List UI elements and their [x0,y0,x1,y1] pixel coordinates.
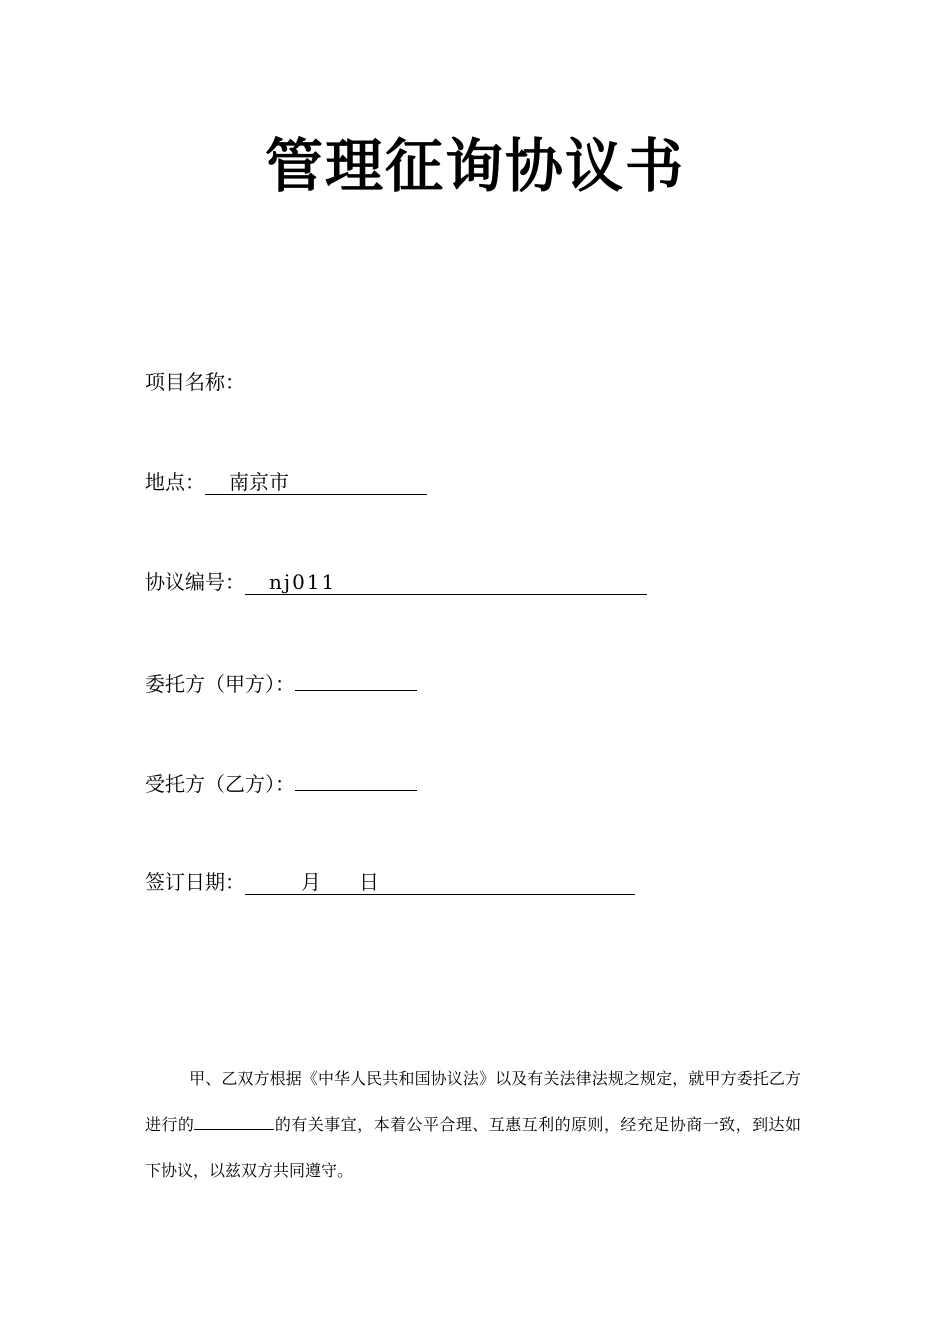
contractor-label: 受托方（乙方）： [145,772,295,796]
document-title: 管理征询协议书 [264,132,685,200]
signing-date-field [145,868,635,896]
signing-date-label: 签订日期： [145,870,245,894]
location-label: 地点： [145,470,205,494]
agreement-number-blank[interactable] [245,570,647,595]
project-inline-blank[interactable] [194,1111,274,1130]
intro-text-part1: 甲、乙双方根据《中华人民共和国协议法》以及有关法律法规之规定，就甲方委托乙方进行的 [145,1069,801,1134]
day-label: 日 [359,870,379,894]
client-field [145,668,417,698]
project-name-field [145,368,245,396]
agreement-number-label: 协议编号： [145,570,245,594]
month-label: 月 [301,870,321,894]
project-name-label: 项目名称： [145,370,245,394]
contractor-blank[interactable] [295,768,417,791]
client-label: 委托方（甲方）： [145,672,295,696]
location-blank[interactable] [205,470,427,495]
location-value: 南京市 [229,470,289,494]
contractor-field [145,768,417,798]
location-field [145,468,427,496]
client-blank[interactable] [295,668,417,691]
intro-paragraph [145,1056,801,1194]
intro-text-part2: 的有关事宜，本着公平合理、互惠互利的原则，经充足协商一致，到达如下协议，以兹双方共同遵守。 [145,1115,801,1180]
agreement-number-value: nj011 [269,570,337,594]
signing-date-blank[interactable] [245,870,635,895]
agreement-number-field [145,568,647,596]
